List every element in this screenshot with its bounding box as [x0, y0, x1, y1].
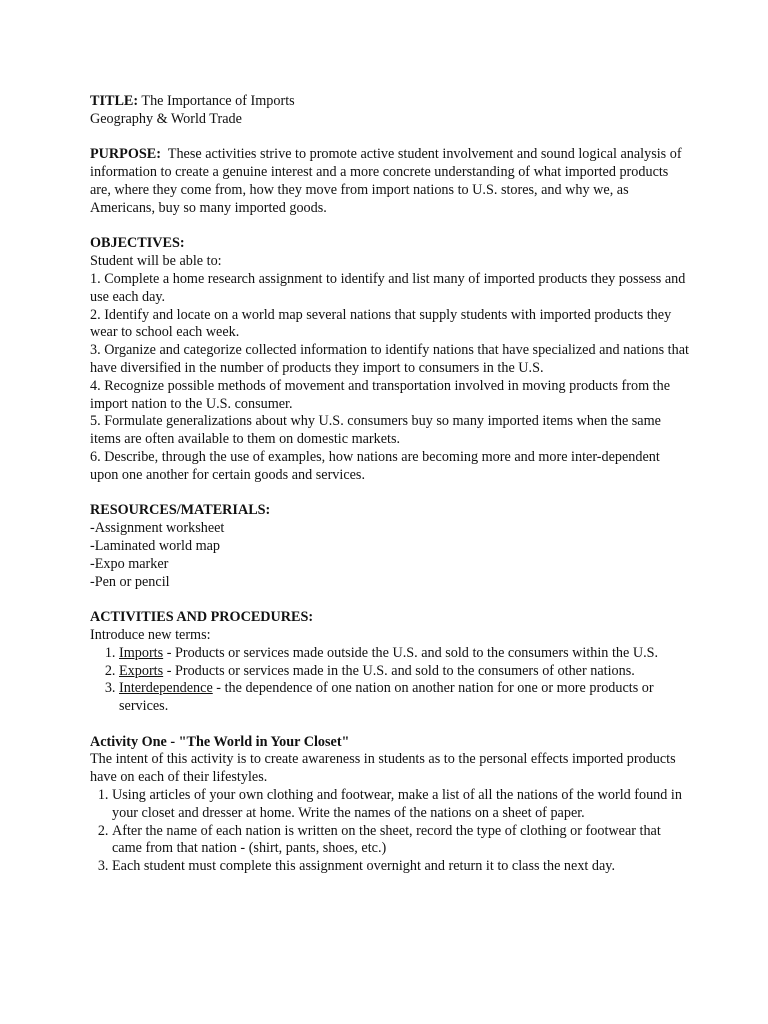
term-item: [119, 645, 690, 663]
objective-item: 6. Describe, through the use of examples, how nations are becoming more and more inter-dependent upon one another for certain goods and services.: [90, 448, 660, 483]
resource-item: -Assignment worksheet: [90, 520, 225, 537]
term-name: Interdependence: [119, 680, 213, 697]
objective-item: 2. Identify and locate on a world map several nations that supply students with imported products they wear to school each week.: [90, 306, 672, 341]
resources-section: [90, 502, 690, 591]
resource-item: -Expo marker: [90, 555, 169, 572]
term-name: Imports: [119, 644, 164, 661]
activities-intro: Introduce new terms:: [90, 626, 211, 643]
activity-one-steps: [90, 787, 690, 876]
document-content: [90, 93, 690, 894]
objectives-section: [90, 235, 690, 484]
step-item: 1. Using articles of your own clothing and footwear, make a list of all the nations of the world found in your closet and dresser at home. Write the names of the nations on a sheet of paper.: [112, 787, 690, 823]
activities-section: [90, 609, 690, 716]
purpose-text: These activities strive to promote active student involvement and sound logical analysis of information to create a genuine interest and a more concrete understanding of what imported products are, where they come from, how they move from import nations to U.S. stores, and why we, as Americans, buy so many imported goods.: [90, 146, 682, 216]
purpose-section: [90, 146, 690, 217]
purpose-paragraph: [90, 146, 690, 217]
objective-item: 4. Recognize possible methods of movement and transportation involved in moving products from the import nation to the U.S. consumer.: [90, 377, 671, 412]
objectives-heading: OBJECTIVES:: [90, 235, 185, 252]
term-definition: - Products or services made in the U.S. and sold to the consumers of other nations.: [163, 662, 635, 679]
step-item: 3. Each student must complete this assignment overnight and return it to class the next day.: [112, 858, 690, 876]
term-definition: - the dependence of one nation on another nation for one or more products or services.: [119, 680, 654, 715]
objective-item: 3. Organize and categorize collected information to identify nations that have specialized and nations that have diversified in the number of products they import to consumers in the U.S.: [90, 342, 689, 376]
step-item: 2. After the name of each nation is written on the sheet, record the type of clothing or footwear that came from that nation - (shirt, pants, shoes, etc.): [112, 823, 690, 859]
purpose-label: PURPOSE:: [90, 146, 161, 163]
resource-item: -Laminated world map: [90, 537, 221, 554]
objective-item: 1. Complete a home research assignment to identify and list many of imported products they possess and use each day.: [90, 270, 686, 305]
term-definition: - Products or services made outside the U.S. and sold to the consumers within the U.S.: [163, 644, 659, 661]
resources-heading: RESOURCES/MATERIALS:: [90, 502, 271, 519]
activity-one-intro: The intent of this activity is to create awareness in students as to the personal effects imported products have on each of their lifestyles.: [90, 751, 676, 786]
term-name: Exports: [119, 662, 164, 679]
term-item: [119, 663, 690, 681]
activity-one-heading: Activity One - "The World in Your Closet": [90, 733, 350, 750]
objectives-intro: Student will be able to:: [90, 253, 222, 270]
subtitle: Geography & World Trade: [90, 110, 242, 127]
resource-item: -Pen or pencil: [90, 573, 170, 590]
activity-one-section: [90, 734, 690, 876]
title-line: [90, 93, 690, 111]
objective-item: 5. Formulate generalizations about why U.S. consumers buy so many imported items when the same items are often available to them on domestic markets.: [90, 413, 661, 448]
title-label: TITLE:: [90, 93, 139, 109]
term-item: [119, 680, 690, 716]
terms-list: [90, 645, 690, 716]
title-text: The Importance of Imports: [141, 93, 295, 109]
title-section: [90, 93, 690, 129]
activities-heading: ACTIVITIES AND PROCEDURES:: [90, 609, 314, 626]
